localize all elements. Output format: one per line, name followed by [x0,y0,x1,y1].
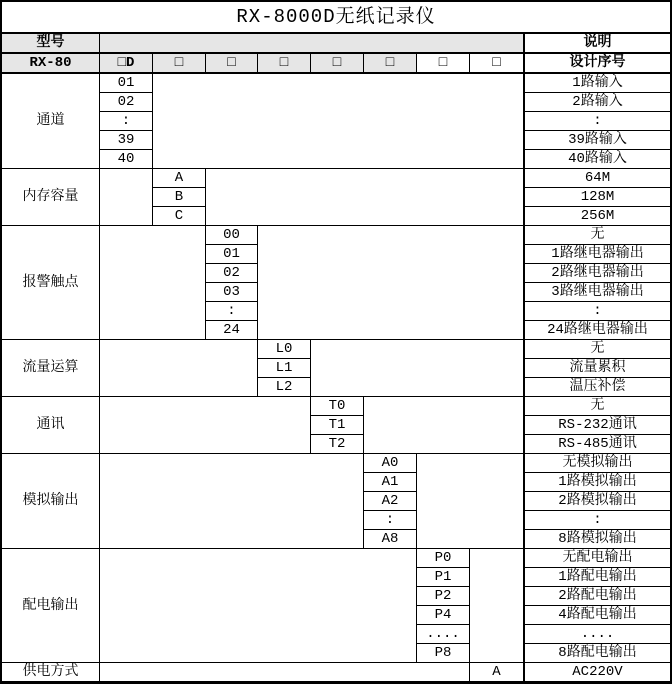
desc-cell: 无 [523,397,670,416]
empty-cell [100,663,470,682]
code-cell: A2 [364,492,417,511]
code-cell: L1 [258,359,311,378]
desc-cell: 2路输入 [523,93,670,112]
description-header-cell: 说明 [523,34,670,54]
empty-cell [470,549,523,663]
section-label-flow: 流量运算 [2,340,100,397]
desc-cell: 温压补偿 [523,378,670,397]
code-cell: 39 [100,131,153,150]
code-cell: C [153,207,206,226]
code-box-cell: □ [364,54,417,74]
desc-cell: 2路配电输出 [523,587,670,606]
desc-cell: 40路输入 [523,150,670,169]
desc-cell: RS-485通讯 [523,435,670,454]
empty-cell [417,454,523,549]
desc-cell: 1路配电输出 [523,568,670,587]
code-box-cell: □D [100,54,153,74]
desc-cell: 无 [523,340,670,359]
desc-cell: AC220V [523,663,670,682]
code-cell: P4 [417,606,470,625]
code-cell: 03 [206,283,258,302]
desc-cell: 1路输入 [523,74,670,93]
code-box-cell: □ [258,54,311,74]
empty-cell [100,169,153,226]
empty-cell [100,549,417,663]
empty-cell [100,226,206,340]
section-label-power-supply: 供电方式 [2,663,100,682]
desc-cell: 无 [523,226,670,245]
empty-cell [153,74,523,169]
code-box-cell: □ [153,54,206,74]
code-cell: A [470,663,523,682]
section-label-alarm: 报警触点 [2,226,100,340]
model-value-cell: RX-80 [2,54,100,74]
empty-cell [100,340,258,397]
section-label-analog-out: 模拟输出 [2,454,100,549]
code-cell: A1 [364,473,417,492]
code-cell: 02 [100,93,153,112]
code-cell: 01 [206,245,258,264]
code-cell: 02 [206,264,258,283]
code-box-cell: □ [470,54,523,74]
code-cell: 01 [100,74,153,93]
desc-cell: 256M [523,207,670,226]
desc-cell: 8路模拟输出 [523,530,670,549]
code-cell: A0 [364,454,417,473]
code-cell: P2 [417,587,470,606]
section-label-channels: 通道 [2,74,100,169]
code-cell: 00 [206,226,258,245]
desc-cell: 39路输入 [523,131,670,150]
desc-cell: 128M [523,188,670,207]
desc-cell: 1路模拟输出 [523,473,670,492]
code-columns-header-cell [100,34,523,54]
code-cell: 24 [206,321,258,340]
desc-cell: 2路模拟输出 [523,492,670,511]
code-cell: P8 [417,644,470,663]
code-cell: T0 [311,397,364,416]
code-cell: L2 [258,378,311,397]
empty-cell [311,340,523,397]
code-cell: T1 [311,416,364,435]
code-cell: : [364,511,417,530]
empty-cell [258,226,523,340]
code-box-cell: □ [311,54,364,74]
desc-cell: 1路继电器输出 [523,245,670,264]
section-label-power-out: 配电输出 [2,549,100,663]
empty-cell [364,397,523,454]
code-cell: 40 [100,150,153,169]
code-box-cell: □ [206,54,258,74]
desc-cell: 无模拟输出 [523,454,670,473]
desc-cell: 3路继电器输出 [523,283,670,302]
empty-cell [100,454,364,549]
model-header-cell: 型号 [2,34,100,54]
code-cell: .... [417,625,470,644]
desc-cell: 2路继电器输出 [523,264,670,283]
section-label-memory: 内存容量 [2,169,100,226]
desc-cell: 4路配电输出 [523,606,670,625]
desc-cell: 无配电输出 [523,549,670,568]
section-label-comm: 通讯 [2,397,100,454]
empty-cell [100,397,311,454]
code-cell: : [100,112,153,131]
desc-cell: 8路配电输出 [523,644,670,663]
desc-cell: : [523,302,670,321]
code-cell: A8 [364,530,417,549]
desc-cell: 64M [523,169,670,188]
desc-cell: 24路继电器输出 [523,321,670,340]
code-cell: A [153,169,206,188]
empty-cell [206,169,523,226]
desc-cell: : [523,511,670,530]
code-cell: P0 [417,549,470,568]
code-cell: T2 [311,435,364,454]
page-title: RX-8000D无纸记录仪 [2,2,670,34]
desc-cell: RS-232通讯 [523,416,670,435]
design-serial-header-cell: 设计序号 [523,54,670,74]
code-cell: L0 [258,340,311,359]
desc-cell: : [523,112,670,131]
code-box-cell: □ [417,54,470,74]
code-cell: B [153,188,206,207]
code-cell: P1 [417,568,470,587]
desc-cell: .... [523,625,670,644]
desc-cell: 流量累积 [523,359,670,378]
code-cell: : [206,302,258,321]
